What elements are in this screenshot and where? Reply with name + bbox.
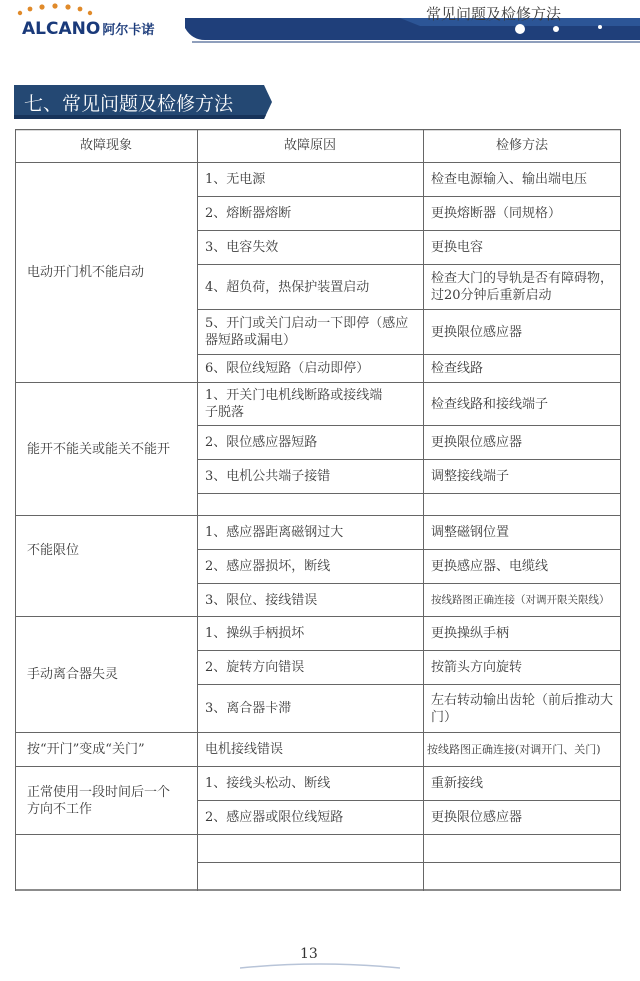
symptom-cell: 能开不能关或能关不能开 [27, 441, 171, 457]
table-row [15, 767, 621, 800]
fix-cell: 检查线路和接线端子 [431, 396, 549, 412]
table-row [15, 265, 621, 309]
fix-cell: 更换感应器、电缆线 [431, 559, 549, 574]
fix-cell: 更换电容 [431, 240, 484, 255]
fix-cell: 按线路图正确连接(对调开门、关门) [427, 743, 601, 756]
cause-cell: 2、感应器损坏，断线 [205, 559, 331, 574]
table-row [15, 310, 621, 354]
symptom-cell: 不能限位 [27, 542, 80, 558]
fix-cell [423, 494, 621, 515]
fix-cell: 更换限位感应器 [431, 324, 523, 340]
header-fix: 检修方法 [495, 138, 548, 153]
fix-cell: 重新接线 [431, 776, 484, 791]
fix-cell [423, 835, 621, 862]
cause-cell: 3、电容失效 [205, 240, 279, 255]
cause-cell [197, 494, 423, 515]
cause-cell [197, 835, 423, 862]
cause-cell: 1、开关门电机线断路或接线端子脱落 [205, 388, 383, 420]
cause-cell: 1、操纵手柄损坏 [205, 626, 305, 641]
cause-cell: 3、离合器卡滞 [205, 701, 292, 716]
fix-cell: 调整接线端子 [431, 469, 510, 484]
table-row [15, 426, 621, 459]
table-row [15, 516, 621, 549]
cause-cell: 3、电机公共端子接错 [205, 469, 331, 484]
table-row [15, 685, 621, 732]
table-row [15, 163, 621, 196]
cause-cell: 1、无电源 [205, 172, 266, 187]
brand-logo [22, 19, 154, 39]
table-row [15, 584, 621, 616]
table-row [15, 494, 621, 515]
logo-cn-text: 阿尔卡诺 [102, 23, 155, 38]
fix-cell: 更换限位感应器 [431, 810, 523, 825]
table-row [15, 550, 621, 583]
symptom-cell: 正常使用一段时间后一个方向不工作 [27, 784, 171, 817]
fix-cell: 检查大门的导轨是否有障碍物，过20分钟后重新启动 [431, 271, 614, 303]
logo-text: ALCANO [22, 19, 101, 39]
table-row [15, 197, 621, 230]
fix-cell: 更换熔断器（同规格） [431, 206, 562, 221]
header-symptom: 故障现象 [79, 138, 132, 153]
fix-cell: 更换操纵手柄 [431, 626, 510, 641]
cause-cell: 电机接线错误 [205, 742, 284, 757]
table-row [15, 733, 621, 766]
fix-cell: 检查电源输入、输出端电压 [431, 172, 588, 187]
cause-cell: 6、限位线短路（启动即停） [205, 361, 370, 376]
table-row [15, 835, 621, 862]
cause-cell: 3、限位、接线错误 [205, 592, 318, 608]
table-row [15, 383, 621, 425]
cause-cell: 2、限位感应器短路 [205, 435, 318, 450]
header-cause: 故障原因 [283, 138, 336, 153]
table-row [15, 617, 621, 650]
page-number: 13 [300, 946, 318, 962]
table-row [15, 863, 621, 890]
fix-cell: 左右转动输出齿轮（前后推动大门） [431, 692, 614, 725]
fix-cell: 更换限位感应器 [431, 435, 523, 450]
fix-cell: 调整磁钢位置 [431, 525, 510, 540]
fix-cell: 检查线路 [431, 361, 484, 376]
cause-cell: 1、感应器距离磁钢过大 [205, 525, 344, 540]
table-row [15, 801, 621, 834]
fix-cell: 按箭头方向旋转 [431, 660, 523, 675]
page-number-swoosh [240, 962, 400, 974]
cause-cell: 5、开门或关门启动一下即停（感应器短路或漏电） [205, 316, 409, 348]
fix-cell [423, 863, 621, 890]
cause-cell: 4、超负荷，热保护装置启动 [205, 279, 370, 295]
cause-cell: 2、感应器或限位线短路 [205, 810, 344, 825]
symptom-cell: 手动离合器失灵 [27, 667, 119, 682]
cause-cell: 2、熔断器熔断 [205, 206, 292, 221]
symptom-cell: 电动开门机不能启动 [27, 265, 145, 280]
table-header-row [15, 129, 621, 162]
symptom-cell: 按“开门”变成“关门” [27, 742, 145, 757]
table-row [15, 460, 621, 493]
table-row [15, 355, 621, 382]
cause-cell: 2、旋转方向错误 [205, 660, 305, 675]
table-row [15, 651, 621, 684]
cause-cell: 1、接线头松动、断线 [205, 776, 331, 791]
fix-cell: 按线路图正确连接（对调开限关限线） [431, 593, 610, 606]
table-row [15, 231, 621, 264]
header-title: 常见问题及检修方法 [426, 5, 562, 23]
section-heading [14, 85, 274, 123]
cause-cell [197, 863, 423, 890]
page-header [0, 0, 640, 50]
section-title: 七、常见问题及检修方法 [24, 93, 234, 115]
